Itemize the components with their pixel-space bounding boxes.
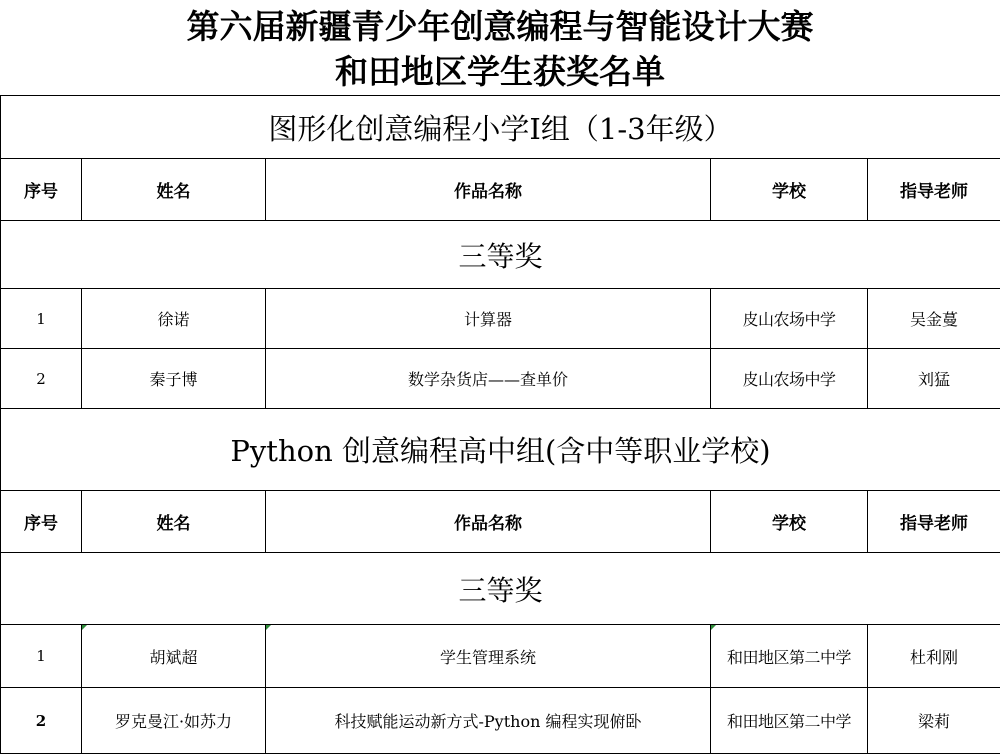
award-table: [0, 95, 1000, 754]
title-line-2: 和田地区学生获奖名单: [335, 52, 665, 91]
table-row: [1, 349, 1000, 409]
cell-no: 1: [1, 625, 82, 688]
header-row: [1, 159, 1000, 221]
cell-no: 2: [1, 349, 82, 409]
cell-teacher: 吴金蔓: [868, 289, 1000, 349]
cell-school: 和田地区第二中学: [711, 688, 868, 754]
cell-work: 数学杂货店——查单价: [266, 349, 711, 409]
col-header-teacher: 指导老师: [868, 491, 1000, 553]
group-row: [1, 96, 1000, 159]
table-row: [1, 688, 1000, 754]
award-level: 三等奖: [1, 553, 1000, 625]
cell-name: 罗克曼江·如苏力: [82, 688, 266, 754]
title-line-1: 第六届新疆青少年创意编程与智能设计大赛: [186, 7, 814, 46]
cell-school: 和田地区第二中学: [711, 625, 868, 688]
award-row: [1, 221, 1000, 289]
col-header-teacher: 指导老师: [868, 159, 1000, 221]
cell-work: 学生管理系统: [266, 625, 711, 688]
group-title: 图形化创意编程小学Ⅰ组（1-3年级）: [1, 96, 1000, 159]
col-header-work: 作品名称: [266, 491, 711, 553]
cell-name: 秦子博: [82, 349, 266, 409]
col-header-school: 学校: [711, 491, 868, 553]
table-row: [1, 289, 1000, 349]
col-header-work: 作品名称: [266, 159, 711, 221]
cell-no: 2: [1, 688, 82, 754]
col-header-no: 序号: [1, 159, 82, 221]
group-row: [1, 409, 1000, 491]
col-header-school: 学校: [711, 159, 868, 221]
cell-teacher: 梁莉: [868, 688, 1000, 754]
group-title: Python 创意编程高中组(含中等职业学校): [1, 409, 1000, 491]
cell-work: 计算器: [266, 289, 711, 349]
cell-name: 胡斌超: [82, 625, 266, 688]
cell-work: 科技赋能运动新方式-Python 编程实现俯卧: [266, 688, 711, 754]
title-block: [0, 0, 1000, 95]
col-header-name: 姓名: [82, 159, 266, 221]
col-header-no: 序号: [1, 491, 82, 553]
header-row: [1, 491, 1000, 553]
cell-school: 皮山农场中学: [711, 289, 868, 349]
table-row: [1, 625, 1000, 688]
cell-name: 徐诺: [82, 289, 266, 349]
award-row: [1, 553, 1000, 625]
cell-school: 皮山农场中学: [711, 349, 868, 409]
col-header-name: 姓名: [82, 491, 266, 553]
award-level: 三等奖: [1, 221, 1000, 289]
cell-teacher: 刘猛: [868, 349, 1000, 409]
cell-no: 1: [1, 289, 82, 349]
cell-teacher: 杜利刚: [868, 625, 1000, 688]
